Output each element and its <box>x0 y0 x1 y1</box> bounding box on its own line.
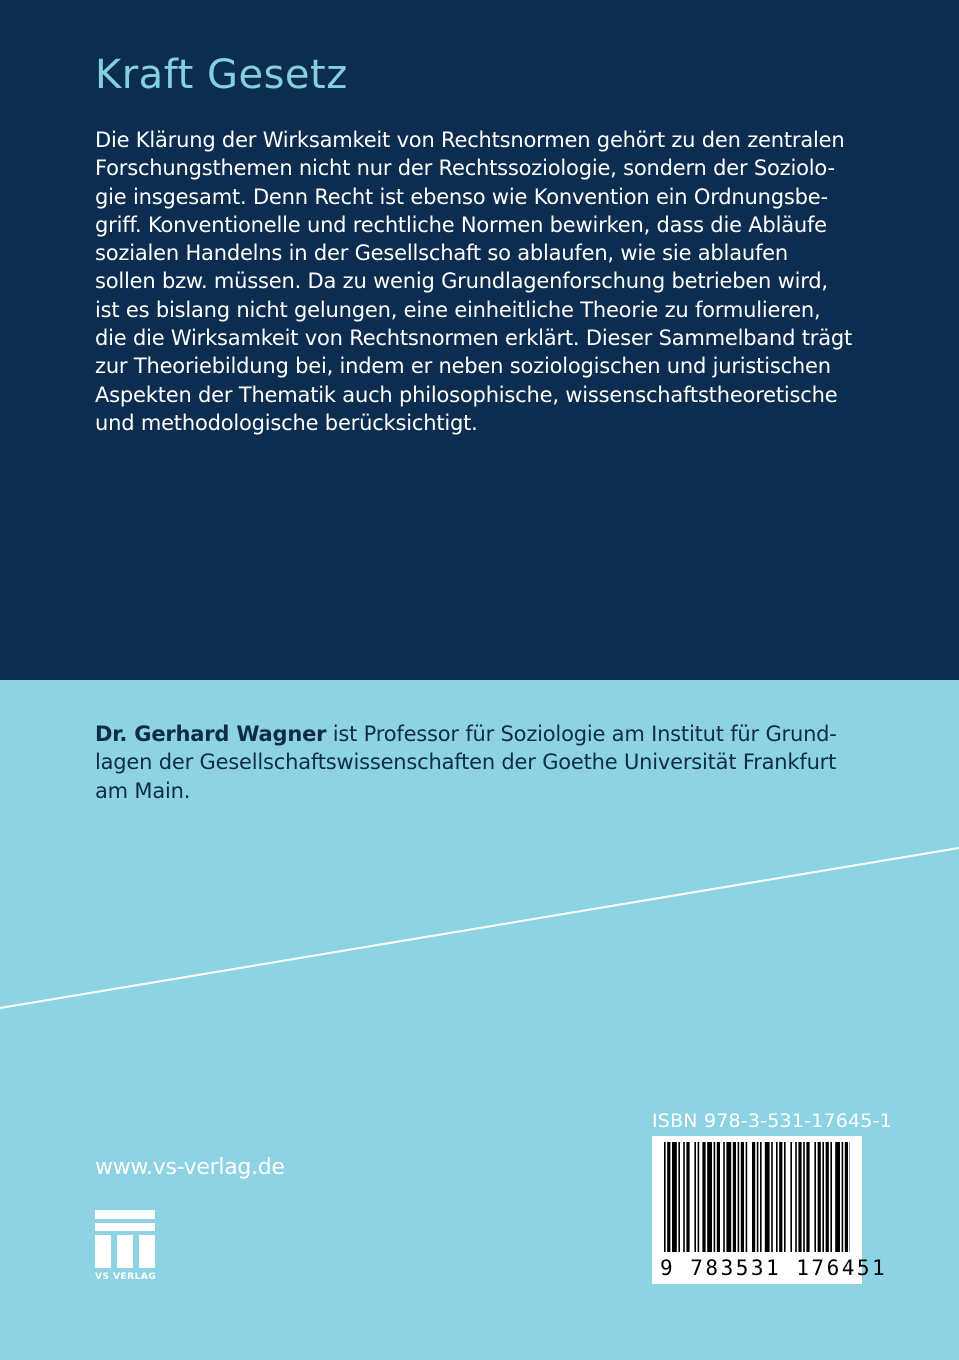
author-bio-line: lagen der Gesellschaftswissenschaften der Goethe Universität Frankfurt <box>95 750 837 775</box>
blurb-line: die die Wirksamkeit von Rechtsnormen erklärt. Dieser Sammelband trägt <box>95 326 853 351</box>
blurb-line: Aspekten der Thematik auch philosophische, wissenschaftstheoretische <box>95 382 838 407</box>
blurb-line: sozialen Handelns in der Gesellschaft so ablaufen, wie sie ablaufen <box>95 241 788 266</box>
blurb-line: und methodologische berücksichtigt. <box>95 410 478 435</box>
isbn-label: ISBN 978-3-531-17645-1 <box>652 1110 892 1132</box>
author-bio <box>95 720 875 805</box>
author-name: Dr. Gerhard Wagner <box>95 722 327 746</box>
blurb-line: Die Klärung der Wirksamkeit von Rechtsnormen gehört zu den zentralen <box>95 128 845 152</box>
blurb-line: Forschungsthemen nicht nur der Rechtssoziologie, sondern der Soziolo- <box>95 156 835 181</box>
blurb-line: sollen bzw. müssen. Da zu wenig Grundlagenforschung betrieben wird, <box>95 269 828 294</box>
author-bio-line: am Main. <box>95 778 191 803</box>
blurb-text <box>95 126 875 437</box>
logo-label: VS VERLAG <box>95 1272 157 1282</box>
book-title: Kraft Gesetz <box>95 52 348 98</box>
author-bio-text: ist Professor für Soziologie am Institut für Grund- <box>326 722 837 746</box>
blurb-line: gie insgesamt. Denn Recht ist ebenso wie Konvention ein Ordnungsbe- <box>95 184 828 209</box>
website-link[interactable]: www.vs-verlag.de <box>95 1155 285 1180</box>
blurb-line: griff. Konventionelle und rechtliche Normen bewirken, dass die Abläufe <box>95 212 827 237</box>
author-bio-line <box>95 720 875 748</box>
blurb-line: zur Theoriebildung bei, indem er neben soziologischen und juristischen <box>95 354 831 379</box>
blurb-line: ist es bislang nicht gelungen, eine einheitliche Theorie zu formulieren, <box>95 297 821 322</box>
barcode-number: 9 783531 176451 <box>660 1256 888 1280</box>
